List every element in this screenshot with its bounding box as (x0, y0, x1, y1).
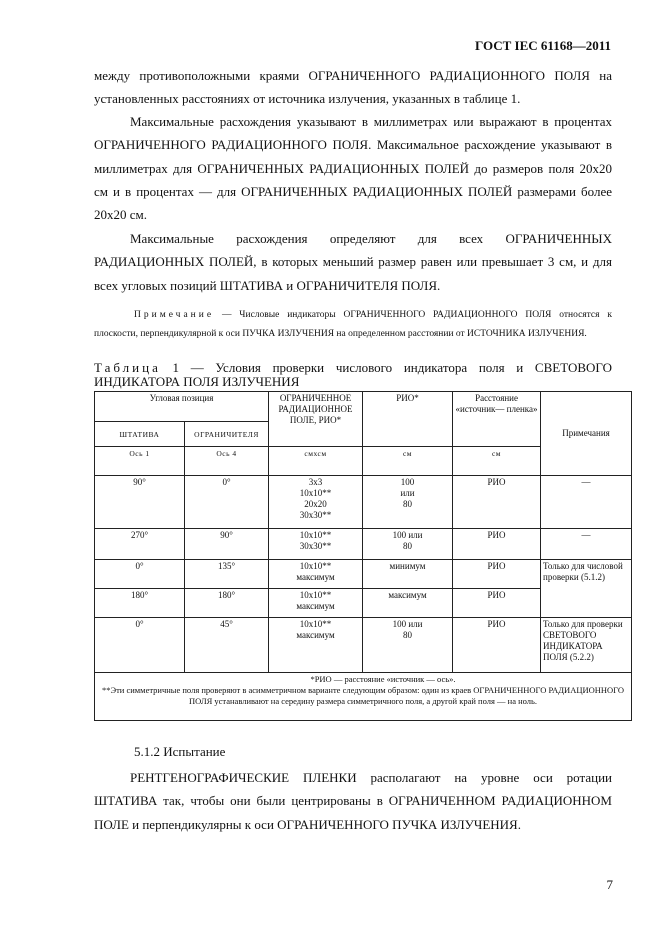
cell-field: 10х10** максимум (269, 589, 363, 618)
cell-field: 3х3 10х10** 20х20 30х30** (269, 476, 363, 529)
paragraph-3: Максимальные расхождения определяют для всех ОГРАНИЧЕННЫХ РАДИАЦИОННЫХ ПОЛЕЙ, в которых меньший размер равен или превышает 3 см, и для всех угловых позиций ШТАТИВА и ОГРАНИЧИТЕЛЯ ПОЛЯ. (94, 231, 612, 293)
cell-field: 10х10** 30х30** (269, 529, 363, 560)
note-text: — Числовые индикаторы ОГРАНИЧЕННОГО РАДИАЦИОННОГО ПОЛЯ относятся к плоскости, перпендикулярной к оси ПУЧКА ИЗЛУЧЕНИЯ на определенном расстоянии от ИСТОЧНИКА ИЗЛУЧЕНИЯ. (94, 310, 612, 339)
page-number: 7 (606, 877, 613, 892)
cell-angle-stand: 270° (95, 529, 185, 560)
table-title: 1 — Условия проверки числового индикатора поля и СВЕТОВОГО ИНДИКАТОРА ПОЛЯ ИЗЛУЧЕНИЯ (94, 360, 612, 389)
cell-field: 10х10** максимум (269, 560, 363, 589)
cell-angle-stand: 0° (95, 618, 185, 673)
paragraph-2: Максимальные расхождения указывают в миллиметрах или выражают в процентах ОГРАНИЧЕННОГО РАДИАЦИОННОГО ПОЛЯ. Максимальное расхождение указывают в миллиметрах для ОГРАНИЧЕННЫХ РАДИАЦИОННЫХ ПОЛЕЙ до размеров поля 20х20 см и в процентах — для ОГРАНИЧЕННЫХ РАДИАЦИОННЫХ ПОЛЕЙ размерами более 20х20 см. (94, 114, 612, 223)
section-5-1-2-heading: 5.1.2 Испытание (134, 744, 226, 759)
cell-distance: РИО (453, 589, 541, 618)
cell-angle-stand: 0° (95, 560, 185, 589)
table-caption (94, 361, 612, 389)
table-row (95, 529, 632, 560)
unit-cm-2: см (453, 447, 541, 476)
cell-rio: минимум (363, 560, 453, 589)
cell-angle-limiter: 90° (185, 529, 269, 560)
note (94, 306, 612, 343)
cell-notes: — (541, 476, 632, 529)
header-distance: Расстояние «источник— пленка» (453, 392, 541, 447)
cell-distance: РИО (453, 560, 541, 589)
table-row (95, 560, 632, 589)
cell-notes: — (541, 529, 632, 560)
header-notes: Примечания (541, 392, 632, 476)
paragraph-1: между противоположными краями ОГРАНИЧЕННОГО РАДИАЦИОННОГО ПОЛЯ на установленных расстояниях от источника излучения, указанных в таблице 1. (94, 68, 612, 107)
cell-angle-limiter: 45° (185, 618, 269, 673)
header-limiter: ОГРАНИЧИТЕЛЯ (185, 422, 269, 447)
cell-angle-stand: 90° (95, 476, 185, 529)
header-rio: РИО* (363, 392, 453, 447)
table-footnotes (95, 673, 632, 721)
cell-rio: 100 или 80 (363, 529, 453, 560)
cell-notes-light: Только для проверки СВЕТОВОГО ИНДИКАТОРА ПОЛЯ (5.2.2) (541, 618, 632, 673)
unit-axis4: Ось 4 (185, 447, 269, 476)
cell-distance: РИО (453, 529, 541, 560)
table-row (95, 618, 632, 673)
paragraph-4: РЕНТГЕНОГРАФИЧЕСКИЕ ПЛЕНКИ располагают на уровне оси ротации ШТАТИВА так, чтобы они были центрированы в ОГРАНИЧЕННОМ РАДИАЦИОННОМ ПОЛЕ и перпендикулярны к оси ОГРАНИЧЕННОГО ПУЧКА ИЗЛУЧЕНИЯ. (94, 770, 612, 832)
document-header: ГОСТ IEC 61168—2011 (475, 38, 611, 53)
cell-notes-numeric: Только для числовой проверки (5.1.2) (541, 560, 632, 618)
cell-angle-stand: 180° (95, 589, 185, 618)
cell-distance: РИО (453, 618, 541, 673)
footnote-2: **Эти симметричные поля проверяют в асимметричном варианте следующим образом: один из краев ОГРАНИЧЕННОГО РАДИАЦИОННОГО ПОЛЯ устанавливают на середину размера симметричного поля, а другой край поля — на ноль. (101, 685, 625, 706)
table-label: Таблица (94, 360, 161, 375)
cell-angle-limiter: 0° (185, 476, 269, 529)
cell-distance: РИО (453, 476, 541, 529)
table-row (95, 476, 632, 529)
unit-axis1: Ось 1 (95, 447, 185, 476)
cell-field: 10х10** максимум (269, 618, 363, 673)
cell-angle-limiter: 135° (185, 560, 269, 589)
note-label: Примечание (134, 310, 215, 320)
header-angle: Угловая позиция (95, 392, 269, 422)
header-field: ОГРАНИЧЕННОЕ РАДИАЦИОННОЕ ПОЛЕ, РИО* (269, 392, 363, 447)
unit-cmxcm: смхсм (269, 447, 363, 476)
cell-angle-limiter: 180° (185, 589, 269, 618)
unit-cm-1: см (363, 447, 453, 476)
footnote-1: *РИО — расстояние «источник — ось». (310, 674, 456, 684)
cell-rio: 100 или 80 (363, 476, 453, 529)
cell-rio: 100 или 80 (363, 618, 453, 673)
header-stand: ШТАТИВА (95, 422, 185, 447)
cell-rio: максимум (363, 589, 453, 618)
conditions-table (94, 391, 632, 721)
